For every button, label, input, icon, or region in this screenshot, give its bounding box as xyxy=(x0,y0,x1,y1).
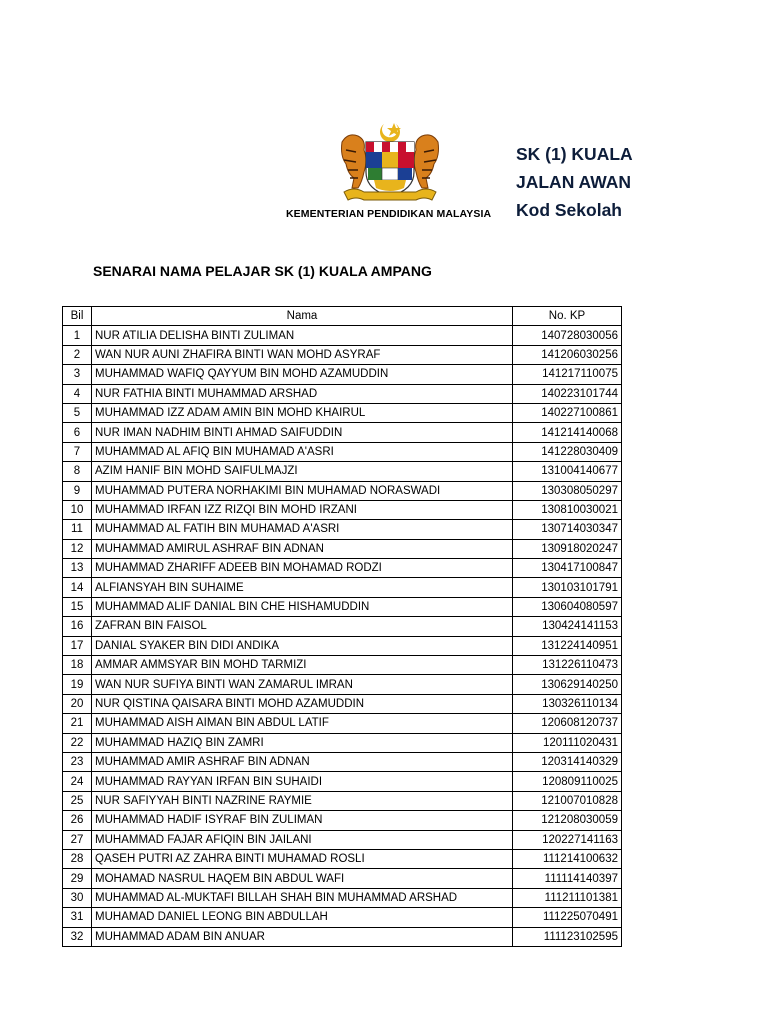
cell-no-kp: 130810030021 xyxy=(513,500,622,519)
cell-no-kp: 130918020247 xyxy=(513,539,622,558)
cell-bil: 32 xyxy=(63,927,92,946)
cell-nama: QASEH PUTRI AZ ZAHRA BINTI MUHAMAD ROSLI xyxy=(92,849,513,868)
cell-no-kp: 120314140329 xyxy=(513,752,622,771)
cell-bil: 17 xyxy=(63,636,92,655)
cell-no-kp: 141214140068 xyxy=(513,423,622,442)
cell-bil: 19 xyxy=(63,675,92,694)
cell-nama: NUR FATHIA BINTI MUHAMMAD ARSHAD xyxy=(92,384,513,403)
cell-nama: MUHAMMAD ADAM BIN ANUAR xyxy=(92,927,513,946)
table-row xyxy=(63,384,622,403)
cell-no-kp: 141217110075 xyxy=(513,365,622,384)
cell-bil: 28 xyxy=(63,849,92,868)
table-row xyxy=(63,481,622,500)
cell-bil: 6 xyxy=(63,423,92,442)
cell-bil: 31 xyxy=(63,908,92,927)
cell-nama: MUHAMMAD AL AFIQ BIN MUHAMAD A'ASRI xyxy=(92,442,513,461)
ministry-name: KEMENTERIAN PENDIDIKAN MALAYSIA xyxy=(286,208,492,220)
table-row xyxy=(63,442,622,461)
student-rows xyxy=(63,326,622,947)
cell-bil: 12 xyxy=(63,539,92,558)
table-row xyxy=(63,811,622,830)
cell-bil: 14 xyxy=(63,578,92,597)
cell-no-kp: 120809110025 xyxy=(513,772,622,791)
cell-nama: MUHAMMAD WAFIQ QAYYUM BIN MOHD AZAMUDDIN xyxy=(92,365,513,384)
cell-no-kp: 120111020431 xyxy=(513,733,622,752)
cell-bil: 15 xyxy=(63,597,92,616)
cell-no-kp: 120608120737 xyxy=(513,714,622,733)
student-table xyxy=(62,306,622,947)
cell-no-kp: 111225070491 xyxy=(513,908,622,927)
cell-nama: MUHAMMAD AMIRUL ASHRAF BIN ADNAN xyxy=(92,539,513,558)
table-row xyxy=(63,830,622,849)
cell-no-kp: 130629140250 xyxy=(513,675,622,694)
cell-bil: 5 xyxy=(63,403,92,422)
table-row xyxy=(63,345,622,364)
school-address: JALAN AWAN xyxy=(516,172,632,192)
cell-no-kp: 130604080597 xyxy=(513,597,622,616)
table-row xyxy=(63,888,622,907)
cell-bil: 29 xyxy=(63,869,92,888)
coat-of-arms-logo xyxy=(334,120,446,208)
cell-bil: 2 xyxy=(63,345,92,364)
list-title: SENARAI NAMA PELAJAR SK (1) KUALA AMPANG xyxy=(93,263,432,279)
table-row xyxy=(63,772,622,791)
cell-no-kp: 121208030059 xyxy=(513,811,622,830)
table-row xyxy=(63,403,622,422)
cell-nama: ZAFRAN BIN FAISOL xyxy=(92,617,513,636)
column-header-nama: Nama xyxy=(92,307,513,326)
cell-bil: 10 xyxy=(63,500,92,519)
cell-no-kp: 140223101744 xyxy=(513,384,622,403)
cell-nama: MOHAMAD NASRUL HAQEM BIN ABDUL WAFI xyxy=(92,869,513,888)
cell-bil: 8 xyxy=(63,462,92,481)
cell-no-kp: 130714030347 xyxy=(513,520,622,539)
cell-nama: MUHAMMAD ZHARIFF ADEEB BIN MOHAMAD RODZI xyxy=(92,559,513,578)
cell-bil: 22 xyxy=(63,733,92,752)
table-row xyxy=(63,752,622,771)
table-row xyxy=(63,597,622,616)
table-row xyxy=(63,539,622,558)
cell-bil: 11 xyxy=(63,520,92,539)
cell-nama: AMMAR AMMSYAR BIN MOHD TARMIZI xyxy=(92,656,513,675)
table-header-row xyxy=(63,307,622,326)
table-row xyxy=(63,849,622,868)
table-row xyxy=(63,500,622,519)
cell-no-kp: 130417100847 xyxy=(513,559,622,578)
cell-nama: DANIAL SYAKER BIN DIDI ANDIKA xyxy=(92,636,513,655)
cell-nama: MUHAMMAD PUTERA NORHAKIMI BIN MUHAMAD NORASWADI xyxy=(92,481,513,500)
cell-bil: 7 xyxy=(63,442,92,461)
cell-bil: 1 xyxy=(63,326,92,345)
table-row xyxy=(63,656,622,675)
cell-nama: MUHAMMAD AMIR ASHRAF BIN ADNAN xyxy=(92,752,513,771)
school-header xyxy=(516,142,768,226)
table-row xyxy=(63,462,622,481)
table-row xyxy=(63,423,622,442)
cell-bil: 25 xyxy=(63,791,92,810)
cell-no-kp: 111211101381 xyxy=(513,888,622,907)
cell-no-kp: 131226110473 xyxy=(513,656,622,675)
column-header-no-kp: No. KP xyxy=(513,307,622,326)
cell-no-kp: 131224140951 xyxy=(513,636,622,655)
cell-nama: ALFIANSYAH BIN SUHAIME xyxy=(92,578,513,597)
table-row xyxy=(63,675,622,694)
table-row xyxy=(63,694,622,713)
table-row xyxy=(63,927,622,946)
cell-bil: 26 xyxy=(63,811,92,830)
cell-no-kp: 140728030056 xyxy=(513,326,622,345)
table-row xyxy=(63,733,622,752)
cell-bil: 18 xyxy=(63,656,92,675)
cell-nama: MUHAMMAD HADIF ISYRAF BIN ZULIMAN xyxy=(92,811,513,830)
cell-nama: MUHAMMAD IZZ ADAM AMIN BIN MOHD KHAIRUL xyxy=(92,403,513,422)
cell-nama: NUR QISTINA QAISARA BINTI MOHD AZAMUDDIN xyxy=(92,694,513,713)
table-row xyxy=(63,636,622,655)
table-row xyxy=(63,559,622,578)
cell-no-kp: 141228030409 xyxy=(513,442,622,461)
cell-bil: 4 xyxy=(63,384,92,403)
cell-bil: 3 xyxy=(63,365,92,384)
cell-bil: 13 xyxy=(63,559,92,578)
cell-nama: WAN NUR AUNI ZHAFIRA BINTI WAN MOHD ASYRAF xyxy=(92,345,513,364)
cell-no-kp: 130326110134 xyxy=(513,694,622,713)
cell-nama: NUR ATILIA DELISHA BINTI ZULIMAN xyxy=(92,326,513,345)
cell-nama: MUHAMMAD AL-MUKTAFI BILLAH SHAH BIN MUHAMMAD ARSHAD xyxy=(92,888,513,907)
cell-nama: MUHAMMAD FAJAR AFIQIN BIN JAILANI xyxy=(92,830,513,849)
table-row xyxy=(63,791,622,810)
cell-bil: 30 xyxy=(63,888,92,907)
cell-bil: 27 xyxy=(63,830,92,849)
table-row xyxy=(63,326,622,345)
cell-no-kp: 130308050297 xyxy=(513,481,622,500)
cell-nama: NUR SAFIYYAH BINTI NAZRINE RAYMIE xyxy=(92,791,513,810)
table-row xyxy=(63,617,622,636)
table-row xyxy=(63,869,622,888)
cell-bil: 23 xyxy=(63,752,92,771)
table-row xyxy=(63,520,622,539)
cell-nama: NUR IMAN NADHIM BINTI AHMAD SAIFUDDIN xyxy=(92,423,513,442)
cell-no-kp: 120227141163 xyxy=(513,830,622,849)
cell-bil: 21 xyxy=(63,714,92,733)
school-name: SK (1) KUALA xyxy=(516,144,633,164)
cell-no-kp: 111114140397 xyxy=(513,869,622,888)
cell-nama: WAN NUR SUFIYA BINTI WAN ZAMARUL IMRAN xyxy=(92,675,513,694)
table-row xyxy=(63,714,622,733)
cell-bil: 16 xyxy=(63,617,92,636)
cell-no-kp: 111214100632 xyxy=(513,849,622,868)
table-row xyxy=(63,365,622,384)
cell-nama: MUHAMMAD ALIF DANIAL BIN CHE HISHAMUDDIN xyxy=(92,597,513,616)
cell-nama: MUHAMAD DANIEL LEONG BIN ABDULLAH xyxy=(92,908,513,927)
cell-no-kp: 141206030256 xyxy=(513,345,622,364)
cell-no-kp: 111123102595 xyxy=(513,927,622,946)
cell-nama: MUHAMMAD AL FATIH BIN MUHAMAD A'ASRI xyxy=(92,520,513,539)
cell-no-kp: 131004140677 xyxy=(513,462,622,481)
cell-bil: 24 xyxy=(63,772,92,791)
cell-nama: MUHAMMAD HAZIQ BIN ZAMRI xyxy=(92,733,513,752)
cell-bil: 20 xyxy=(63,694,92,713)
school-code: Kod Sekolah xyxy=(516,200,622,220)
cell-no-kp: 121007010828 xyxy=(513,791,622,810)
cell-bil: 9 xyxy=(63,481,92,500)
cell-no-kp: 130424141153 xyxy=(513,617,622,636)
column-header-bil: Bil xyxy=(63,307,92,326)
cell-nama: MUHAMMAD AISH AIMAN BIN ABDUL LATIF xyxy=(92,714,513,733)
cell-nama: MUHAMMAD IRFAN IZZ RIZQI BIN MOHD IRZANI xyxy=(92,500,513,519)
table-row xyxy=(63,908,622,927)
cell-nama: MUHAMMAD RAYYAN IRFAN BIN SUHAIDI xyxy=(92,772,513,791)
cell-no-kp: 140227100861 xyxy=(513,403,622,422)
cell-nama: AZIM HANIF BIN MOHD SAIFULMAJZI xyxy=(92,462,513,481)
cell-no-kp: 130103101791 xyxy=(513,578,622,597)
table-row xyxy=(63,578,622,597)
